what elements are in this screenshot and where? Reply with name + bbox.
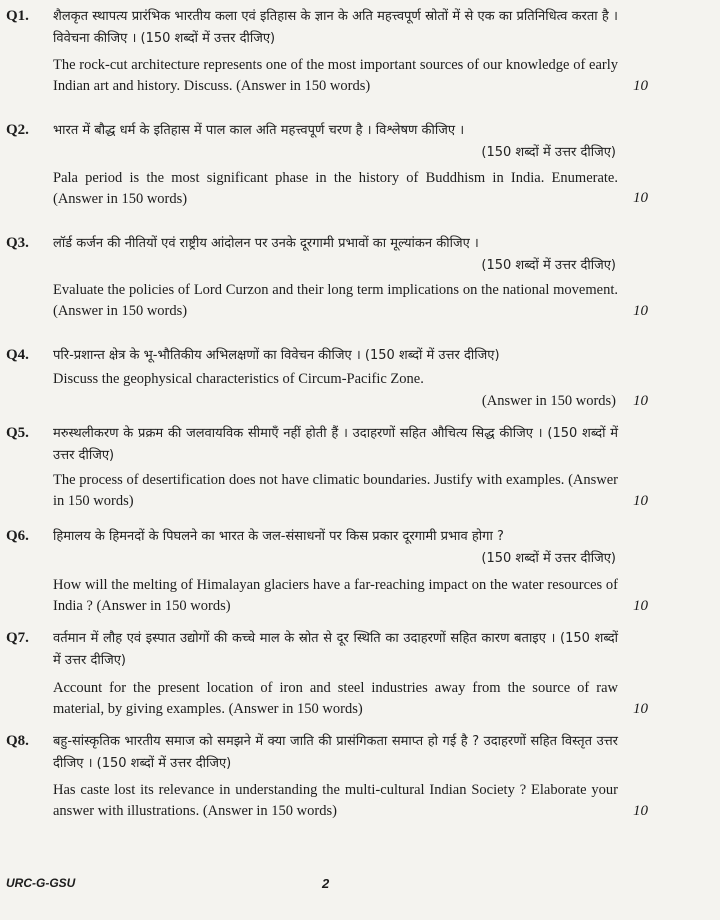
question-hindi-word-limit: (150 शब्दों में उत्तर दीजिए) — [481, 145, 616, 160]
question-hindi-text: भारत में बौद्ध धर्म के इतिहास में पाल काल अति महत्त्वपूर्ण चरण है । विश्लेषण कीजिए । — [53, 123, 465, 138]
question-hindi-text: मरुस्थलीकरण के प्रक्रम की जलवायविक सीमाएँ नहीं होती हैं । उदाहरणों सहित औचित्य सिद्ध कीजिए । (150 शब्दों में उत्तर दीजिए) — [53, 426, 618, 463]
question-number: Q8. — [6, 733, 29, 749]
question-english-text: Evaluate the policies of Lord Curzon and their long term implications on the national movement. (Answer in 150 words) — [53, 282, 618, 319]
question-english-text: Discuss the geophysical characteristics of Circum-Pacific Zone. — [53, 371, 424, 387]
question-hindi-word-limit: (150 शब्दों में उत्तर दीजिए) — [481, 258, 616, 273]
question-hindi-text: परि-प्रशान्त क्षेत्र के भू-भौतिकीय अभिलक्षणों का विवेचन कीजिए । (150 शब्दों में उत्तर दीजिए) — [53, 348, 500, 363]
question-hindi-text: बहु-सांस्कृतिक भारतीय समाज को समझने में क्या जाति की प्रासंगिकता समाप्त हो गई है ? उदाहरणों सहित विस्तृत उत्तर दीजिए । (150 शब्दों में उत्तर दीजिए) — [53, 734, 618, 771]
question-number: Q5. — [6, 425, 29, 441]
question-hindi-text: वर्तमान में लौह एवं इस्पात उद्योगों की कच्चे माल के स्रोत से दूर स्थिति का उदाहरणों सहित कारण बताइए । (150 शब्दों में उत्तर दीजिए) — [53, 631, 618, 668]
question-english-word-limit: (Answer in 150 words) — [481, 393, 616, 409]
question-hindi-text: शैलकृत स्थापत्य प्रारंभिक भारतीय कला एवं इतिहास के ज्ञान के अति महत्त्वपूर्ण स्रोतों में से एक का प्रतिनिधित्व करता है । विवेचना कीजिए । (150 शब्दों में उत्तर दीजिए) — [53, 9, 618, 46]
question-marks: 10 — [633, 190, 648, 206]
question-marks: 10 — [633, 493, 648, 509]
question-number: Q2. — [6, 122, 29, 138]
question-marks: 10 — [633, 803, 648, 819]
page-number: 2 — [322, 876, 330, 891]
question-number: Q3. — [6, 235, 29, 251]
question-number: Q4. — [6, 347, 29, 363]
paper-code: URC-G-GSU — [6, 876, 76, 890]
question-marks: 10 — [633, 701, 648, 717]
question-english-text: Has caste lost its relevance in understanding the multi-cultural Indian Society ? Elaborate your answer with illustrations. (Answer in 150 words) — [53, 782, 618, 819]
question-hindi-word-limit: (150 शब्दों में उत्तर दीजिए) — [481, 551, 616, 566]
question-marks: 10 — [633, 393, 648, 409]
question-english-text: How will the melting of Himalayan glaciers have a far-reaching impact on the water resources of India ? (Answer in 150 words) — [53, 577, 618, 614]
question-english-text: The rock-cut architecture represents one of the most important sources of our knowledge of early Indian art and history. Discuss. (Answer in 150 words) — [53, 57, 618, 94]
question-marks: 10 — [633, 78, 648, 94]
question-marks: 10 — [633, 598, 648, 614]
question-hindi-text: हिमालय के हिमनदों के पिघलने का भारत के जल-संसाधनों पर किस प्रकार दूरगामी प्रभाव होगा ? — [53, 529, 504, 544]
question-marks: 10 — [633, 303, 648, 319]
question-number: Q6. — [6, 528, 29, 544]
question-english-text: The process of desertification does not have climatic boundaries. Justify with examples. (Answer in 150 words) — [53, 472, 618, 509]
question-hindi-text: लॉर्ड कर्जन की नीतियों एवं राष्ट्रीय आंदोलन पर उनके दूरगामी प्रभावों का मूल्यांकन कीजिए । — [53, 236, 479, 251]
question-english-text: Account for the present location of iron and steel industries away from the source of raw material, by giving examples. (Answer in 150 words) — [53, 680, 618, 717]
question-number: Q1. — [6, 8, 29, 24]
question-english-text: Pala period is the most significant phase in the history of Buddhism in India. Enumerate. (Answer in 150 words) — [53, 170, 618, 207]
question-number: Q7. — [6, 630, 29, 646]
